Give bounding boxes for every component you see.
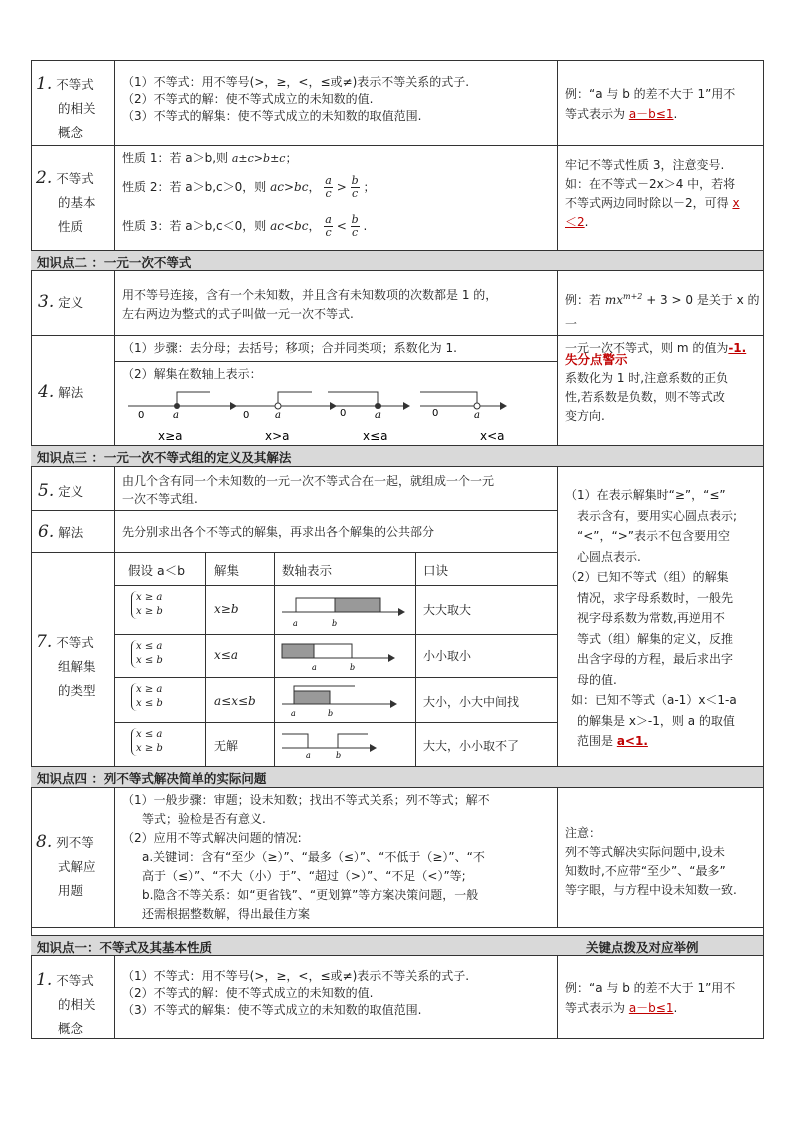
number-line-le xyxy=(328,392,410,443)
section-1b-note: 例：“a 与 b 的差不大于 1”用不 等式表示为 a－b≤1. xyxy=(565,981,736,1015)
number-line-ge xyxy=(128,392,237,443)
list-item: （1）不等式：用不等号(>，≥，<，≤或≠)表示不等关系的式子. xyxy=(122,969,470,983)
list-item: （2）不等式的解：使不等式成立的未知数的值. xyxy=(122,986,374,1000)
section-3-content: 用不等号连接，含有一个未知数，并且含有未知数项的次数都是 1 的， 左右两边为整式的式子叫做一元一次不等式. xyxy=(122,288,498,321)
number-line xyxy=(280,590,410,630)
list-item: （2）不等式的解：使不等式成立的未知数的值. xyxy=(122,92,374,106)
svg-text:a: a xyxy=(306,751,311,760)
section-8-note: 注意： 列不等式解决实际问题中,设未 知数时,不应带“至少”、“最多” 等字眼，与方程中设未知数一致. xyxy=(565,826,737,897)
svg-text:0: 0 xyxy=(138,410,145,421)
svg-text:b: b xyxy=(332,619,338,628)
section-3-label: 3. 定义 xyxy=(38,292,84,312)
section-8-content: （1）一般步骤：审题；设未知数；找出不等式关系；列不等式；解不 等式；验检是否有意义. （2）应用不等式解决问题的情况: a.关键词：含有“至少（≥）”、“最多（≤）”、“不低于（≥）”、“不 高于（≤）”、“不大（小）于”、“超过（>）”、“不足（<）”等; b.隐含不等关系：如“更省钱”、“更划算”等方案决策问题，一般 还需根据整数解，得出最佳方案 xyxy=(122,793,490,921)
svg-text:b: b xyxy=(328,709,334,718)
svg-text:a: a xyxy=(312,663,317,672)
number-line-gt xyxy=(228,392,337,443)
section-1-label: 1. 不等式 的相关 概念 xyxy=(36,74,96,140)
svg-text:a: a xyxy=(291,709,296,718)
answer: a<1. xyxy=(616,734,648,748)
svg-text:a: a xyxy=(173,410,179,421)
number-line-lt xyxy=(420,392,507,443)
list-item: （3）不等式的解集：使不等式成立的未知数的取值范围. xyxy=(122,109,422,123)
fraction: $\frac{a}{c}$ xyxy=(325,213,332,239)
answer: a－b≤1 xyxy=(628,1001,674,1015)
fraction: $\frac{a}{c}$ xyxy=(325,174,332,200)
section-7-label: 7. 不等式 组解集 的类型 xyxy=(36,632,96,698)
section-header: 知识点二 ：一元一次不等式 xyxy=(31,251,763,270)
svg-text:a: a xyxy=(474,410,480,421)
section-8-label: 8. 列不等 式解应 用题 xyxy=(36,832,96,898)
section-4-note: 失分点警示 系数化为 1 时,注意系数的正负 性,若系数是负数，则不等式改 变方向. xyxy=(565,350,761,426)
svg-text:0: 0 xyxy=(432,408,439,419)
section-6-label: 6. 解法 xyxy=(38,522,84,542)
svg-text:b: b xyxy=(350,663,356,672)
fraction: $\frac{b}{c}$ xyxy=(351,174,359,200)
number-line xyxy=(280,726,410,764)
section-1b-label: 1. 不等式 的相关 概念 xyxy=(36,970,96,1036)
section-4-label: 4. 解法 xyxy=(38,382,84,402)
section-2-content: 性质 1：若 a＞b,则 a±c>b±c； 性质 2：若 a＞b,c＞0，则 ac>bc， $\frac{a}{c}$ > $\frac{b}{c}$ ； 性质 3：若 a＞b,c＜0，则 ac<bc， $\frac{a}{c}$ < $\frac{b}{c}$ . xyxy=(122,151,376,239)
section-header: 知识点四 ：列不等式解决简单的实际问题 xyxy=(31,767,763,787)
svg-text:a: a xyxy=(293,619,298,628)
number-line xyxy=(280,638,410,676)
svg-text:x≤a: x≤a xyxy=(363,429,388,443)
section-4-step1: （1）步骤：去分母；去括号；移项；合并同类项；系数化为 1. xyxy=(122,341,457,355)
warning-title: 失分点警示 xyxy=(565,352,628,367)
answer: ＜2 xyxy=(565,215,585,229)
column-header-right: 关键点拨及对应举例 xyxy=(586,940,699,955)
answer: a－b≤1 xyxy=(628,107,674,121)
list-item: （3）不等式的解集：使不等式成立的未知数的取值范围. xyxy=(122,1003,422,1017)
svg-text:a: a xyxy=(275,410,281,421)
section-2-label: 2. 不等式 的基本 性质 xyxy=(36,168,96,234)
svg-text:b: b xyxy=(336,751,342,760)
number-line xyxy=(280,682,410,722)
section-1-number: 1. xyxy=(36,74,53,94)
section-5-label: 5. 定义 xyxy=(38,481,84,501)
section-4-step2: （2）解集在数轴上表示： xyxy=(122,367,262,381)
section-3-note: 例：若 $mx^{m+2} + 3 > 0$ 是关于 x 的一 一元一次不等式，则 m 的值为-1. xyxy=(565,292,760,355)
svg-text:x≥a: x≥a xyxy=(158,429,183,443)
svg-text:a: a xyxy=(375,410,381,421)
svg-text:x<a: x<a xyxy=(480,429,505,443)
number-line-group xyxy=(120,384,510,444)
list-item: （1）不等式：用不等号(>，≥，<，≤或≠)表示不等关系的式子. xyxy=(122,75,470,89)
svg-text:0: 0 xyxy=(340,408,347,419)
section-6-content: 先分别求出各个不等式的解集，再求出各个解集的公共部分 xyxy=(122,525,435,539)
section-1-content xyxy=(122,74,552,125)
svg-text:0: 0 xyxy=(243,410,250,421)
section-header: 知识点三 ：一元一次不等式组的定义及其解法 xyxy=(31,446,763,466)
section-1-note: 例：“a 与 b 的差不大于 1”用不 等式表示为 a－b≤1. xyxy=(565,87,736,121)
section-1b-content xyxy=(122,968,552,1019)
answer: -1. xyxy=(728,341,747,355)
section-2-note: 牢记不等式性质 3，注意变号. 如：在不等式－2x＞4 中，若将 不等式两边同时除以－2，可得 x ＜2. xyxy=(565,158,740,229)
section-7-note: （1）在表示解集时“≥”，“≤” 表示含有，要用实心圆点表示; “<”，“>”表示不包含要用空 心圆点表示. （2）已知不等式（组）的解集 情况，求字母系数时，一般先 视字母系数为常数,再逆用不 等式（组）解集的定义，反推 出含字母的方程，最后求出字 母的值. 如：已知不等式（a-1）x＜1-a 的解集是 x＞-1，则 a 的取值 范围是 a<1. xyxy=(565,488,738,748)
section-5-content: 由几个含有同一个未知数的一元一次不等式合在一起，就组成一个一元 一次不等式组. xyxy=(122,474,495,506)
svg-text:x>a: x>a xyxy=(265,429,290,443)
section-header: 知识点一：不等式及其基本性质 关键点拨及对应举例 xyxy=(31,936,763,955)
fraction: $\frac{b}{c}$ xyxy=(351,213,359,239)
